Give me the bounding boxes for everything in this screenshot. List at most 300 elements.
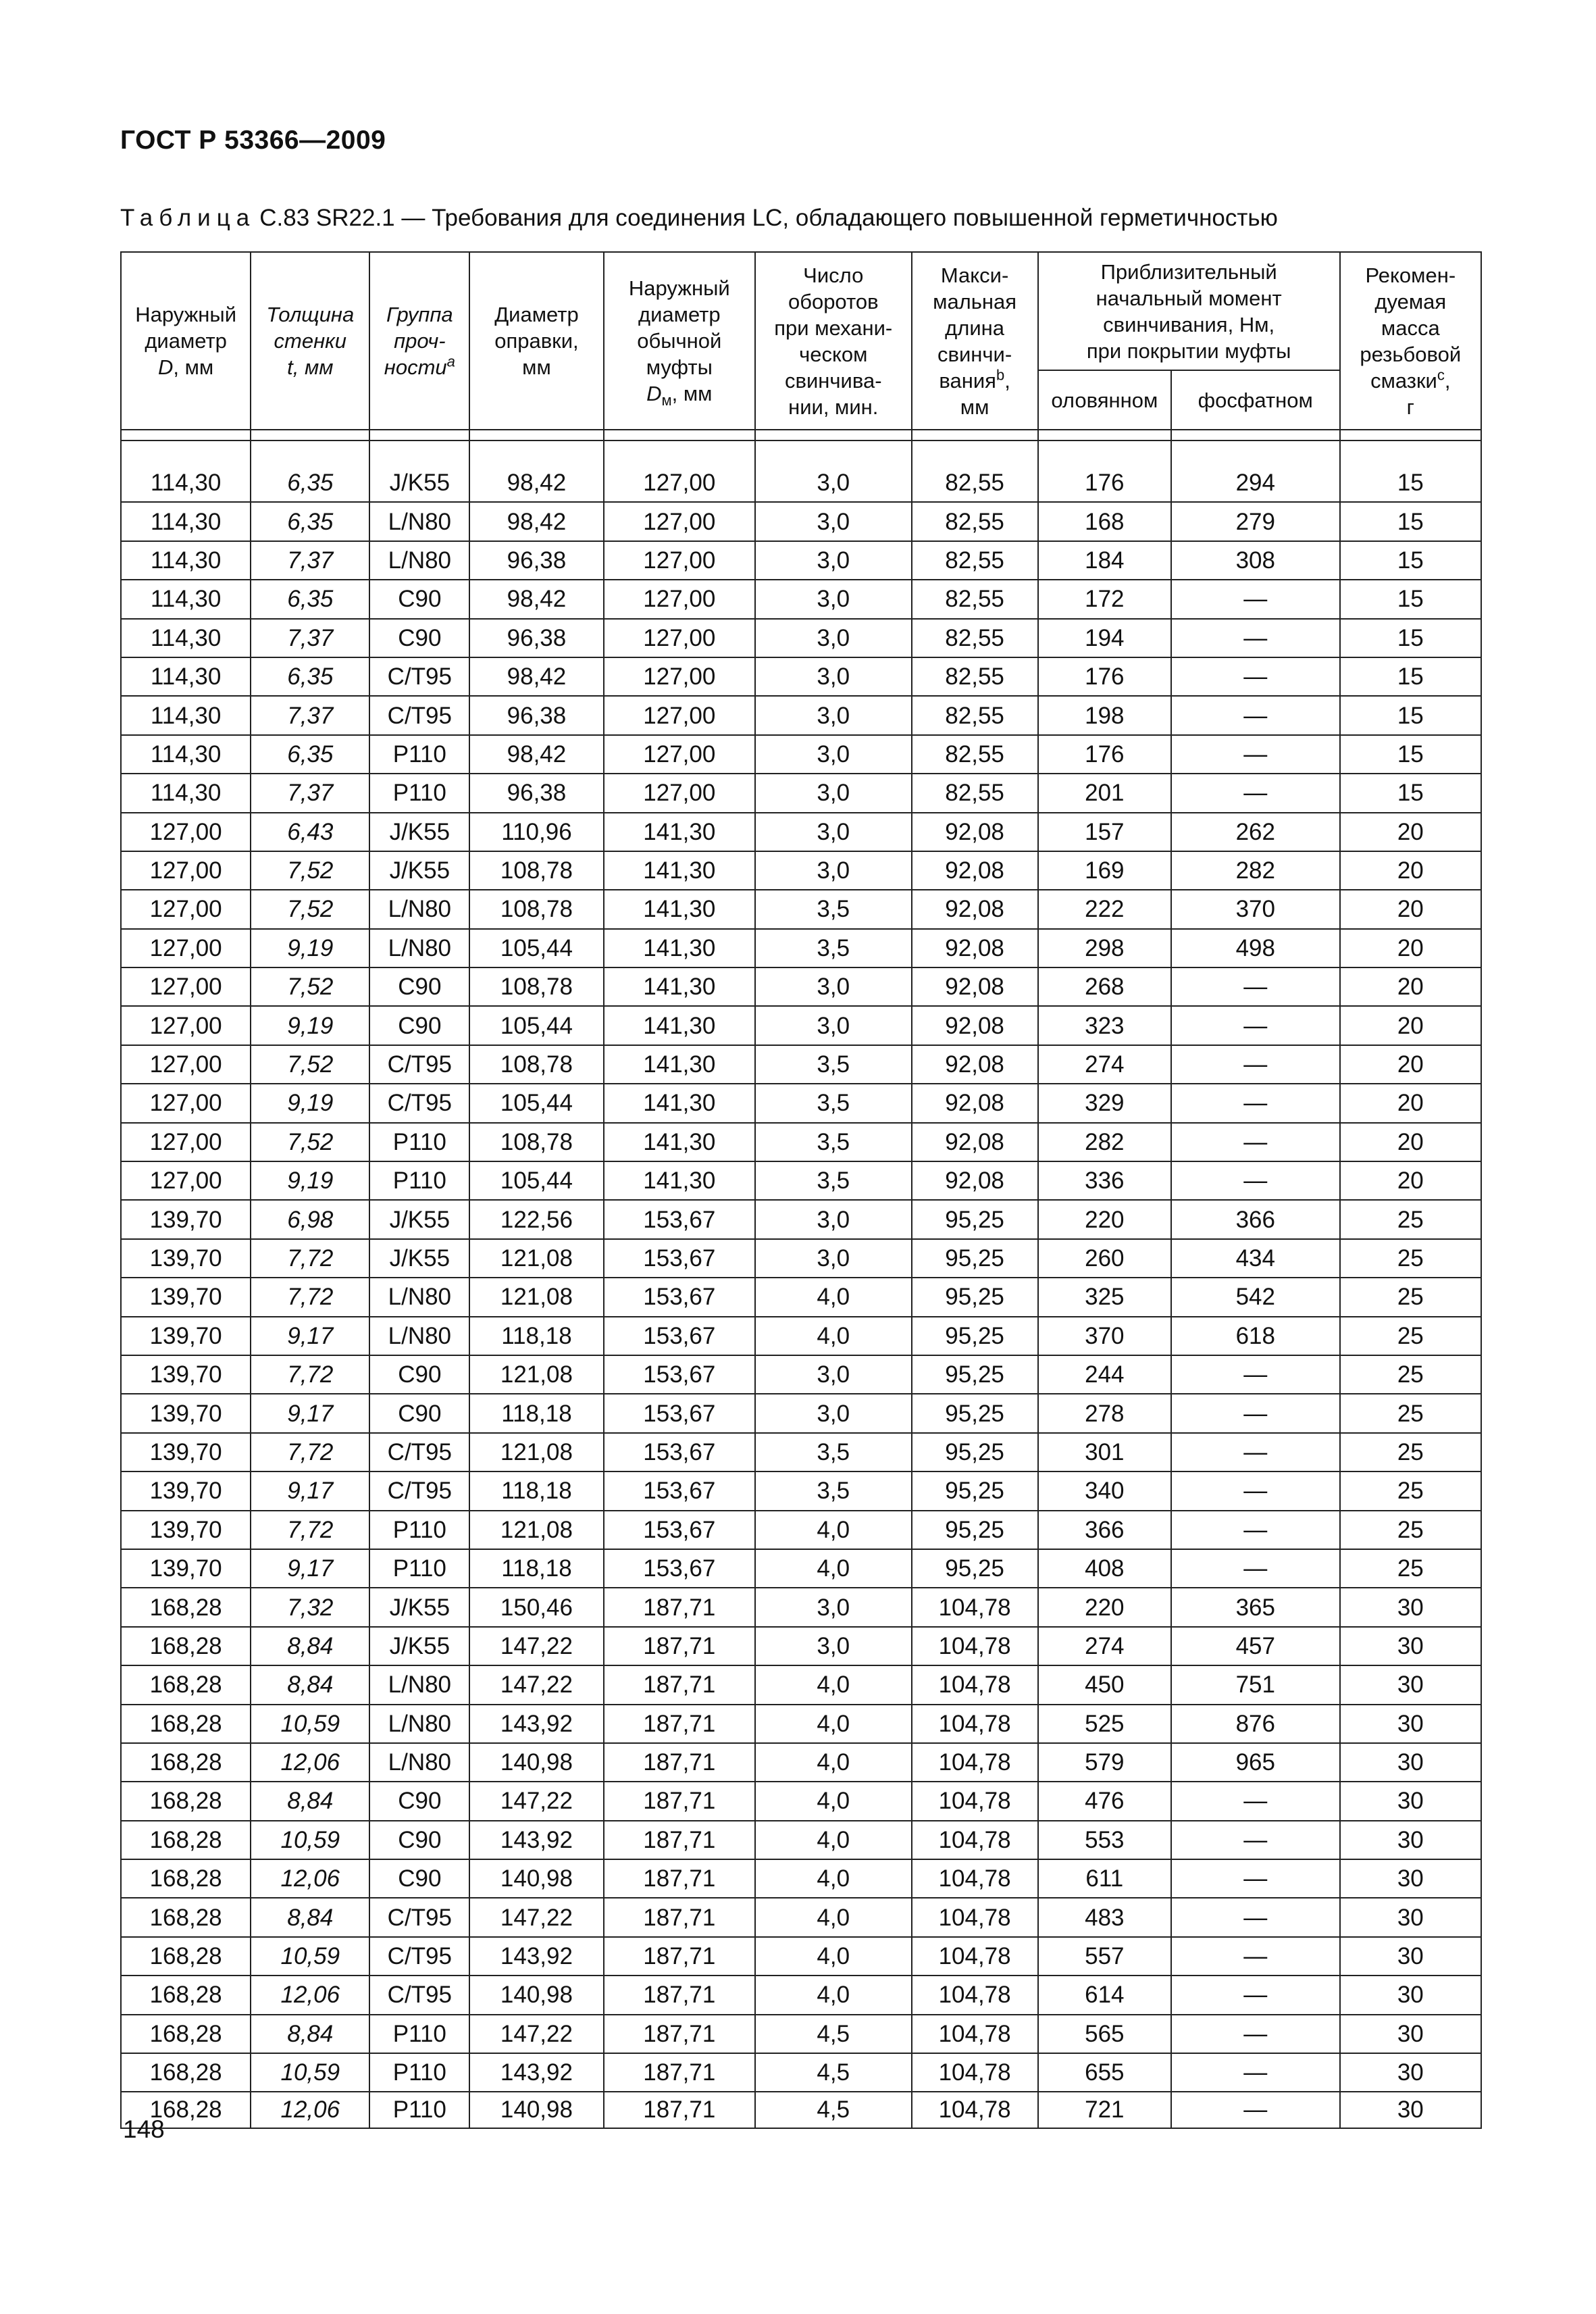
table-caption-label: Таблица [120,205,256,231]
table-cell: — [1171,1937,1340,1976]
table-cell: 187,71 [604,1782,755,1820]
table-cell: 147,22 [469,1898,603,1936]
table-cell: 187,71 [604,2015,755,2053]
table-container [120,251,1482,2129]
table-cell: 25 [1340,1511,1481,1549]
table-row [121,1472,1481,1510]
table-cell: 127,00 [604,541,755,580]
table-row [121,1898,1481,1936]
table-cell: 139,70 [121,1355,251,1394]
table-cell: 114,30 [121,735,251,774]
table-row [121,735,1481,774]
table-cell: 15 [1340,735,1481,774]
table-cell: 105,44 [469,1084,603,1122]
table-cell: 168,28 [121,2015,251,2053]
table-row [121,1239,1481,1278]
table-cell: 366 [1171,1200,1340,1238]
table-cell: 9,19 [251,1161,369,1200]
table-cell: 139,70 [121,1278,251,1316]
table-cell: 20 [1340,1123,1481,1161]
table-cell: 3,0 [755,464,911,502]
table-cell: 176 [1038,657,1171,696]
table-cell: 92,08 [912,1161,1038,1200]
table-cell: 104,78 [912,1705,1038,1743]
table-cell: 92,08 [912,929,1038,967]
table-cell: 147,22 [469,1627,603,1665]
table-cell: 20 [1340,1006,1481,1045]
table-cell: 3,0 [755,1200,911,1238]
table-cell: 153,67 [604,1200,755,1238]
table-cell: 12,06 [251,1859,369,1898]
table-cell: 4,0 [755,1859,911,1898]
table-cell: — [1171,580,1340,618]
table-cell: 92,08 [912,890,1038,928]
table-cell: 542 [1171,1278,1340,1316]
table-cell: 127,00 [604,735,755,774]
table-cell: 30 [1340,1705,1481,1743]
table-cell: 127,00 [604,580,755,618]
table-cell: 9,19 [251,929,369,967]
table-row [121,967,1481,1006]
table-row [121,1821,1481,1859]
table-row [121,619,1481,657]
table-cell: 408 [1038,1549,1171,1588]
table-cell: P110 [369,1161,469,1200]
table-cell: 20 [1340,813,1481,851]
table-cell: 30 [1340,1743,1481,1782]
table-row [121,696,1481,734]
table-cell: 3,0 [755,851,911,890]
page-number: 148 [123,2115,165,2143]
table-cell: 104,78 [912,2015,1038,2053]
table-row [121,1317,1481,1355]
table-cell: 82,55 [912,502,1038,540]
table-cell: 4,0 [755,1821,911,1859]
table-cell: 169 [1038,851,1171,890]
table-row [121,851,1481,890]
table-cell: 15 [1340,502,1481,540]
table-row [121,1006,1481,1045]
table-cell: 9,17 [251,1394,369,1432]
table-cell: 4,5 [755,2015,911,2053]
table-cell: 4,5 [755,2053,911,2092]
table-row [121,1045,1481,1084]
table-cell: — [1171,1161,1340,1200]
table-cell: 187,71 [604,2092,755,2128]
table-row [121,1549,1481,1588]
table-cell: 96,38 [469,774,603,812]
table-cell: 121,08 [469,1355,603,1394]
table-cell: L/N80 [369,1317,469,1355]
table-cell: — [1171,1821,1340,1859]
table-cell: 10,59 [251,1705,369,1743]
table-cell: C/T95 [369,696,469,734]
table-cell: C/T95 [369,1045,469,1084]
table-cell: 95,25 [912,1511,1038,1549]
table-cell: — [1171,657,1340,696]
table-cell: L/N80 [369,1665,469,1704]
table-cell: 614 [1038,1976,1171,2014]
table-cell: 98,42 [469,502,603,540]
table-cell: J/K55 [369,464,469,502]
table-cell: 3,5 [755,1433,911,1472]
col-torque-tin: оловянном [1038,370,1171,430]
table-cell: 147,22 [469,1782,603,1820]
table-cell: 127,00 [604,657,755,696]
table-cell: 262 [1171,813,1340,851]
table-cell: 336 [1038,1161,1171,1200]
table-cell: 20 [1340,890,1481,928]
table-cell: 30 [1340,1976,1481,2014]
table-cell: 139,70 [121,1549,251,1588]
table-cell: 172 [1038,580,1171,618]
table-cell: 3,0 [755,1355,911,1394]
table-cell: 127,00 [121,1161,251,1200]
table-cell: 141,30 [604,1123,755,1161]
table-cell: 127,00 [121,1045,251,1084]
table-cell: 4,0 [755,1743,911,1782]
table-cell: 168,28 [121,1782,251,1820]
table-cell: 8,84 [251,1627,369,1665]
table-cell: 4,0 [755,1898,911,1936]
table-cell: 127,00 [604,774,755,812]
table-cell: 141,30 [604,1161,755,1200]
table-cell: 110,96 [469,813,603,851]
table-cell: P110 [369,1123,469,1161]
table-cell: — [1171,1472,1340,1510]
table-row [121,1782,1481,1820]
table-cell: 187,71 [604,2053,755,2092]
table-cell: 127,00 [604,464,755,502]
table-cell: 721 [1038,2092,1171,2128]
table-cell: C/T95 [369,1084,469,1122]
table-cell: — [1171,1394,1340,1432]
table-cell: 92,08 [912,1084,1038,1122]
table-cell: 6,35 [251,464,369,502]
table-cell: 82,55 [912,541,1038,580]
table-cell: 611 [1038,1859,1171,1898]
table-cell: 187,71 [604,1627,755,1665]
table-cell: 7,52 [251,851,369,890]
table-cell: 30 [1340,2053,1481,2092]
table-cell: 476 [1038,1782,1171,1820]
table-row [121,890,1481,928]
table-cell: 187,71 [604,1821,755,1859]
table-cell: 15 [1340,696,1481,734]
table-cell: J/K55 [369,1588,469,1626]
table-cell: 105,44 [469,1006,603,1045]
table-cell: 4,0 [755,1317,911,1355]
table-row [121,1665,1481,1704]
table-cell: 127,00 [121,1006,251,1045]
table-cell: 95,25 [912,1394,1038,1432]
table-cell: 30 [1340,1937,1481,1976]
table-cell: 9,19 [251,1006,369,1045]
table-cell: 15 [1340,619,1481,657]
table-cell: — [1171,1976,1340,2014]
table-cell: C/T95 [369,657,469,696]
table-row [121,1511,1481,1549]
table-row [121,657,1481,696]
table-cell: 30 [1340,1821,1481,1859]
table-cell: 3,0 [755,580,911,618]
table-row [121,2092,1481,2128]
table-cell: 140,98 [469,1976,603,2014]
table-cell: 565 [1038,2015,1171,2053]
table-row [121,2015,1481,2053]
table-cell: 12,06 [251,1976,369,2014]
table-cell: 25 [1340,1355,1481,1394]
table-cell: 30 [1340,1859,1481,1898]
table-cell: 150,46 [469,1588,603,1626]
table-cell: 25 [1340,1317,1481,1355]
table-cell: L/N80 [369,1705,469,1743]
table-cell: 15 [1340,541,1481,580]
table-cell: 323 [1038,1006,1171,1045]
table-row [121,541,1481,580]
table-cell: 104,78 [912,1821,1038,1859]
table-cell: 7,72 [251,1511,369,1549]
table-cell: 9,17 [251,1472,369,1510]
table-cell: P110 [369,2015,469,2053]
table-cell: 3,0 [755,502,911,540]
table-cell: 3,0 [755,657,911,696]
header-separator [121,430,1481,441]
table-cell: 282 [1038,1123,1171,1161]
table-cell: 30 [1340,1627,1481,1665]
table-cell: 282 [1171,851,1340,890]
table-cell: 329 [1038,1084,1171,1122]
table-cell: 3,5 [755,1045,911,1084]
document-code: ГОСТ Р 53366—2009 [120,126,386,155]
col-outer-diameter: Наружный диаметр D, мм [121,252,251,430]
table-cell: 7,72 [251,1278,369,1316]
table-cell: — [1171,619,1340,657]
table-cell: J/K55 [369,1239,469,1278]
table-cell: 301 [1038,1433,1171,1472]
table-cell: 3,0 [755,967,911,1006]
table-cell: C/T95 [369,1976,469,2014]
table-cell: 108,78 [469,890,603,928]
table-row [121,929,1481,967]
table-cell: 7,52 [251,967,369,1006]
table-cell: — [1171,967,1340,1006]
table-cell: 114,30 [121,541,251,580]
table-cell: 3,0 [755,619,911,657]
table-cell: 4,0 [755,1511,911,1549]
table-cell: 95,25 [912,1433,1038,1472]
table-cell: 114,30 [121,696,251,734]
table-cell: 4,0 [755,1549,911,1588]
table-cell: 92,08 [912,1045,1038,1084]
table-cell: 4,0 [755,1976,911,2014]
table-cell: — [1171,1898,1340,1936]
table-cell: 3,5 [755,1123,911,1161]
table-cell: 20 [1340,967,1481,1006]
table-cell: 95,25 [912,1472,1038,1510]
table-cell: 279 [1171,502,1340,540]
table-row [121,1123,1481,1161]
table-cell: 8,84 [251,1898,369,1936]
table-cell: 30 [1340,1782,1481,1820]
table-cell: 25 [1340,1200,1481,1238]
table-cell: 10,59 [251,2053,369,2092]
table-cell: — [1171,1859,1340,1898]
table-cell: 10,59 [251,1821,369,1859]
table-cell: 278 [1038,1394,1171,1432]
table-cell: 20 [1340,1161,1481,1200]
table-cell: 168 [1038,502,1171,540]
table-cell: 139,70 [121,1200,251,1238]
table-cell: 4,0 [755,1665,911,1704]
table-cell: 308 [1171,541,1340,580]
table-cell: 168,28 [121,1937,251,1976]
col-coupling-diameter: Наружный диаметр обычной муфты $D_м$, мм [604,252,755,430]
table-cell: 104,78 [912,2092,1038,2128]
table-cell: 141,30 [604,890,755,928]
table-cell: J/K55 [369,1200,469,1238]
table-cell: 6,98 [251,1200,369,1238]
table-cell: 147,22 [469,2015,603,2053]
table-cell: 274 [1038,1627,1171,1665]
table-row [121,2053,1481,2092]
table-cell: 6,35 [251,735,369,774]
table-cell: C/T95 [369,1433,469,1472]
col-initial-torque: Приблизительный начальный момент свинчивания, Нм, при покрытии муфты [1038,252,1340,370]
table-cell: P110 [369,735,469,774]
table-cell: 108,78 [469,1045,603,1084]
table-cell: 12,06 [251,2092,369,2128]
table-cell: 157 [1038,813,1171,851]
table-cell: 104,78 [912,2053,1038,2092]
table-cell: 153,67 [604,1239,755,1278]
table-cell: P110 [369,2053,469,2092]
table-cell: 7,72 [251,1433,369,1472]
table-cell: 25 [1340,1549,1481,1588]
table-cell: 105,44 [469,1161,603,1200]
table-cell: 82,55 [912,619,1038,657]
table-cell: 98,42 [469,657,603,696]
table-cell: 143,92 [469,1937,603,1976]
table-cell: 168,28 [121,1627,251,1665]
table-cell: 25 [1340,1278,1481,1316]
table-cell: 25 [1340,1433,1481,1472]
table-row [121,580,1481,618]
table-cell: 3,0 [755,1394,911,1432]
table-cell: 96,38 [469,696,603,734]
table-cell: 168,28 [121,1976,251,2014]
table-cell: 141,30 [604,967,755,1006]
table-row [121,1084,1481,1122]
table-cell: 7,37 [251,541,369,580]
table-cell: 141,30 [604,813,755,851]
table-cell: C90 [369,1394,469,1432]
table-cell: 127,00 [121,929,251,967]
table-cell: 7,37 [251,774,369,812]
table-cell: — [1171,1549,1340,1588]
table-cell: 108,78 [469,1123,603,1161]
table-cell: 104,78 [912,1976,1038,2014]
table-cell: 168,28 [121,1743,251,1782]
table-cell: 92,08 [912,813,1038,851]
table-cell: L/N80 [369,502,469,540]
table-cell: 30 [1340,1898,1481,1936]
table-cell: 140,98 [469,1859,603,1898]
table-cell: 3,0 [755,1239,911,1278]
table-cell: 104,78 [912,1665,1038,1704]
table-cell: — [1171,735,1340,774]
table-cell: 114,30 [121,580,251,618]
table-cell: 104,78 [912,1743,1038,1782]
table-row [121,1394,1481,1432]
table-cell: 108,78 [469,851,603,890]
table-cell: — [1171,1045,1340,1084]
table-cell: 92,08 [912,967,1038,1006]
table-cell: 98,42 [469,735,603,774]
table-cell: 95,25 [912,1239,1038,1278]
table-cell: 7,37 [251,619,369,657]
table-cell: 6,35 [251,580,369,618]
table-cell: 7,52 [251,1045,369,1084]
table-cell: — [1171,1123,1340,1161]
table-cell: C90 [369,619,469,657]
table-cell: 187,71 [604,1898,755,1936]
table-cell: 127,00 [121,890,251,928]
table-cell: 127,00 [121,1123,251,1161]
table-cell: 876 [1171,1705,1340,1743]
table-cell: L/N80 [369,1278,469,1316]
col-strength-grade: Группа проч- ности$^a$ [369,252,469,430]
table-cell: 168,28 [121,2092,251,2128]
table-row [121,1743,1481,1782]
table-row [121,1200,1481,1238]
table-cell: 98,42 [469,580,603,618]
table-cell: 139,70 [121,1433,251,1472]
table-cell: 153,67 [604,1511,755,1549]
table-row [121,1627,1481,1665]
table-cell: 6,35 [251,657,369,696]
table-cell: 365 [1171,1588,1340,1626]
table-cell: 3,0 [755,696,911,734]
col-max-makeup-length: Макси- мальная длина свинчи- вания$^b$, мм [912,252,1038,430]
table-cell: 139,70 [121,1394,251,1432]
table-caption-text: С.83 SR22.1 — Требования для соединения LC, обладающего повышенной герметичностью [259,205,1278,231]
table-cell: C90 [369,1355,469,1394]
table-cell: 147,22 [469,1665,603,1704]
table-cell: C90 [369,967,469,1006]
table-cell: 114,30 [121,619,251,657]
table-cell: 30 [1340,2015,1481,2053]
table-cell: C/T95 [369,1472,469,1510]
table-cell: 15 [1340,580,1481,618]
table-cell: 121,08 [469,1511,603,1549]
table-cell: 139,70 [121,1239,251,1278]
table-cell: C90 [369,1782,469,1820]
table-cell: 30 [1340,2092,1481,2128]
table-cell: L/N80 [369,929,469,967]
table-cell: 25 [1340,1239,1481,1278]
requirements-table [120,251,1482,2129]
table-cell: 6,35 [251,502,369,540]
table-cell: 325 [1038,1278,1171,1316]
table-cell: 4,0 [755,1278,911,1316]
table-cell: 82,55 [912,580,1038,618]
table-cell: 498 [1171,929,1340,967]
table-row [121,1859,1481,1898]
table-cell: 3,0 [755,1588,911,1626]
table-cell: 153,67 [604,1317,755,1355]
table-cell: 244 [1038,1355,1171,1394]
